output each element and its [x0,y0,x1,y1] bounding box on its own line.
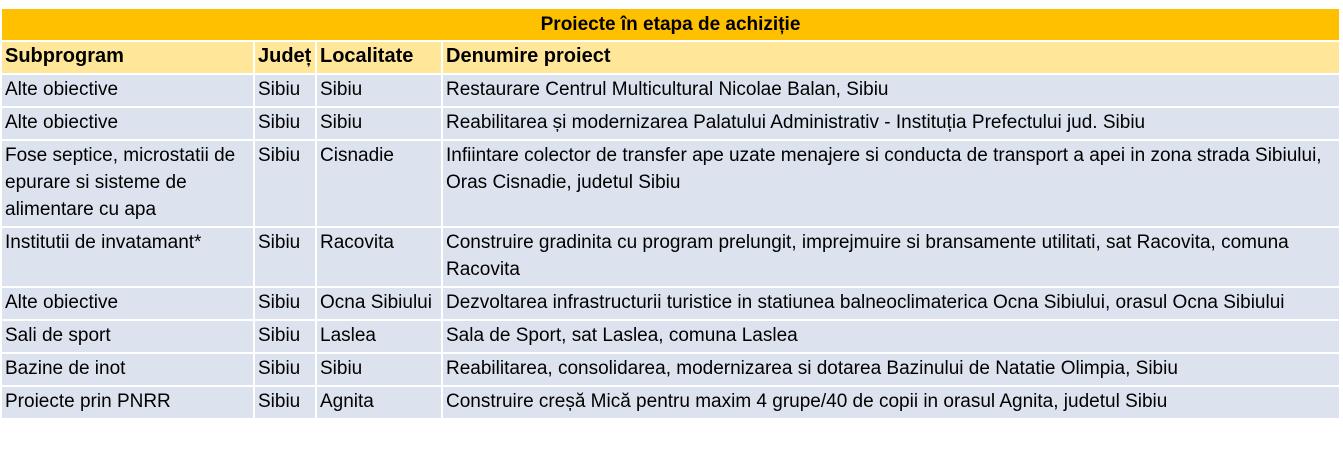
cell-denumire: Infiintare colector de transfer ape uzate menajere si conducta de transport a apei in zona strada Sibiului, Oras Cisnadie, judetul Sibiu [442,140,1340,227]
header-denumire-proiect: Denumire proiect [442,41,1340,74]
header-localitate: Localitate [316,41,442,74]
header-subprogram: Subprogram [1,41,254,74]
cell-subprogram: Fose septice, microstatii de epurare si sisteme de alimentare cu apa [1,140,254,227]
cell-localitate: Racovita [316,227,442,287]
cell-subprogram: Proiecte prin PNRR [1,386,254,419]
cell-localitate: Agnita [316,386,442,419]
table-title: Proiecte în etapa de achiziție [1,8,1340,41]
cell-judet: Sibiu [254,140,316,227]
cell-localitate: Laslea [316,320,442,353]
table-row [1,320,1340,353]
cell-judet: Sibiu [254,287,316,320]
cell-localitate: Sibiu [316,74,442,107]
table-header-row [1,41,1340,74]
cell-localitate: Sibiu [316,107,442,140]
cell-judet: Sibiu [254,353,316,386]
cell-judet: Sibiu [254,107,316,140]
projects-table-container [0,7,1339,420]
table-title-row [1,8,1340,41]
cell-judet: Sibiu [254,227,316,287]
table-row [1,140,1340,227]
cell-localitate: Cisnadie [316,140,442,227]
cell-localitate: Ocna Sibiului [316,287,442,320]
table-row [1,287,1340,320]
cell-denumire: Construire creșă Mică pentru maxim 4 grupe/40 de copii in orasul Agnita, judetul Sibiu [442,386,1340,419]
cell-subprogram: Alte obiective [1,74,254,107]
cell-judet: Sibiu [254,320,316,353]
header-judet: Județ [254,41,316,74]
table-row [1,386,1340,419]
cell-subprogram: Alte obiective [1,107,254,140]
cell-denumire: Dezvoltarea infrastructurii turistice in statiunea balneoclimaterica Ocna Sibiului, orasul Ocna Sibiului [442,287,1340,320]
cell-localitate: Sibiu [316,353,442,386]
cell-subprogram: Bazine de inot [1,353,254,386]
cell-subprogram: Alte obiective [1,287,254,320]
table-row [1,74,1340,107]
projects-table [0,7,1341,420]
cell-denumire: Reabilitarea, consolidarea, modernizarea si dotarea Bazinului de Natatie Olimpia, Sibiu [442,353,1340,386]
cell-subprogram: Institutii de invatamant* [1,227,254,287]
cell-denumire: Sala de Sport, sat Laslea, comuna Laslea [442,320,1340,353]
cell-denumire: Construire gradinita cu program prelungit, imprejmuire si bransamente utilitati, sat Racovita, comuna Racovita [442,227,1340,287]
table-row [1,107,1340,140]
table-row [1,353,1340,386]
cell-judet: Sibiu [254,386,316,419]
cell-denumire: Reabilitarea și modernizarea Palatului Administrativ - Instituția Prefectului jud. Sibiu [442,107,1340,140]
cell-judet: Sibiu [254,74,316,107]
cell-denumire: Restaurare Centrul Multicultural Nicolae Balan, Sibiu [442,74,1340,107]
table-row [1,227,1340,287]
cell-subprogram: Sali de sport [1,320,254,353]
